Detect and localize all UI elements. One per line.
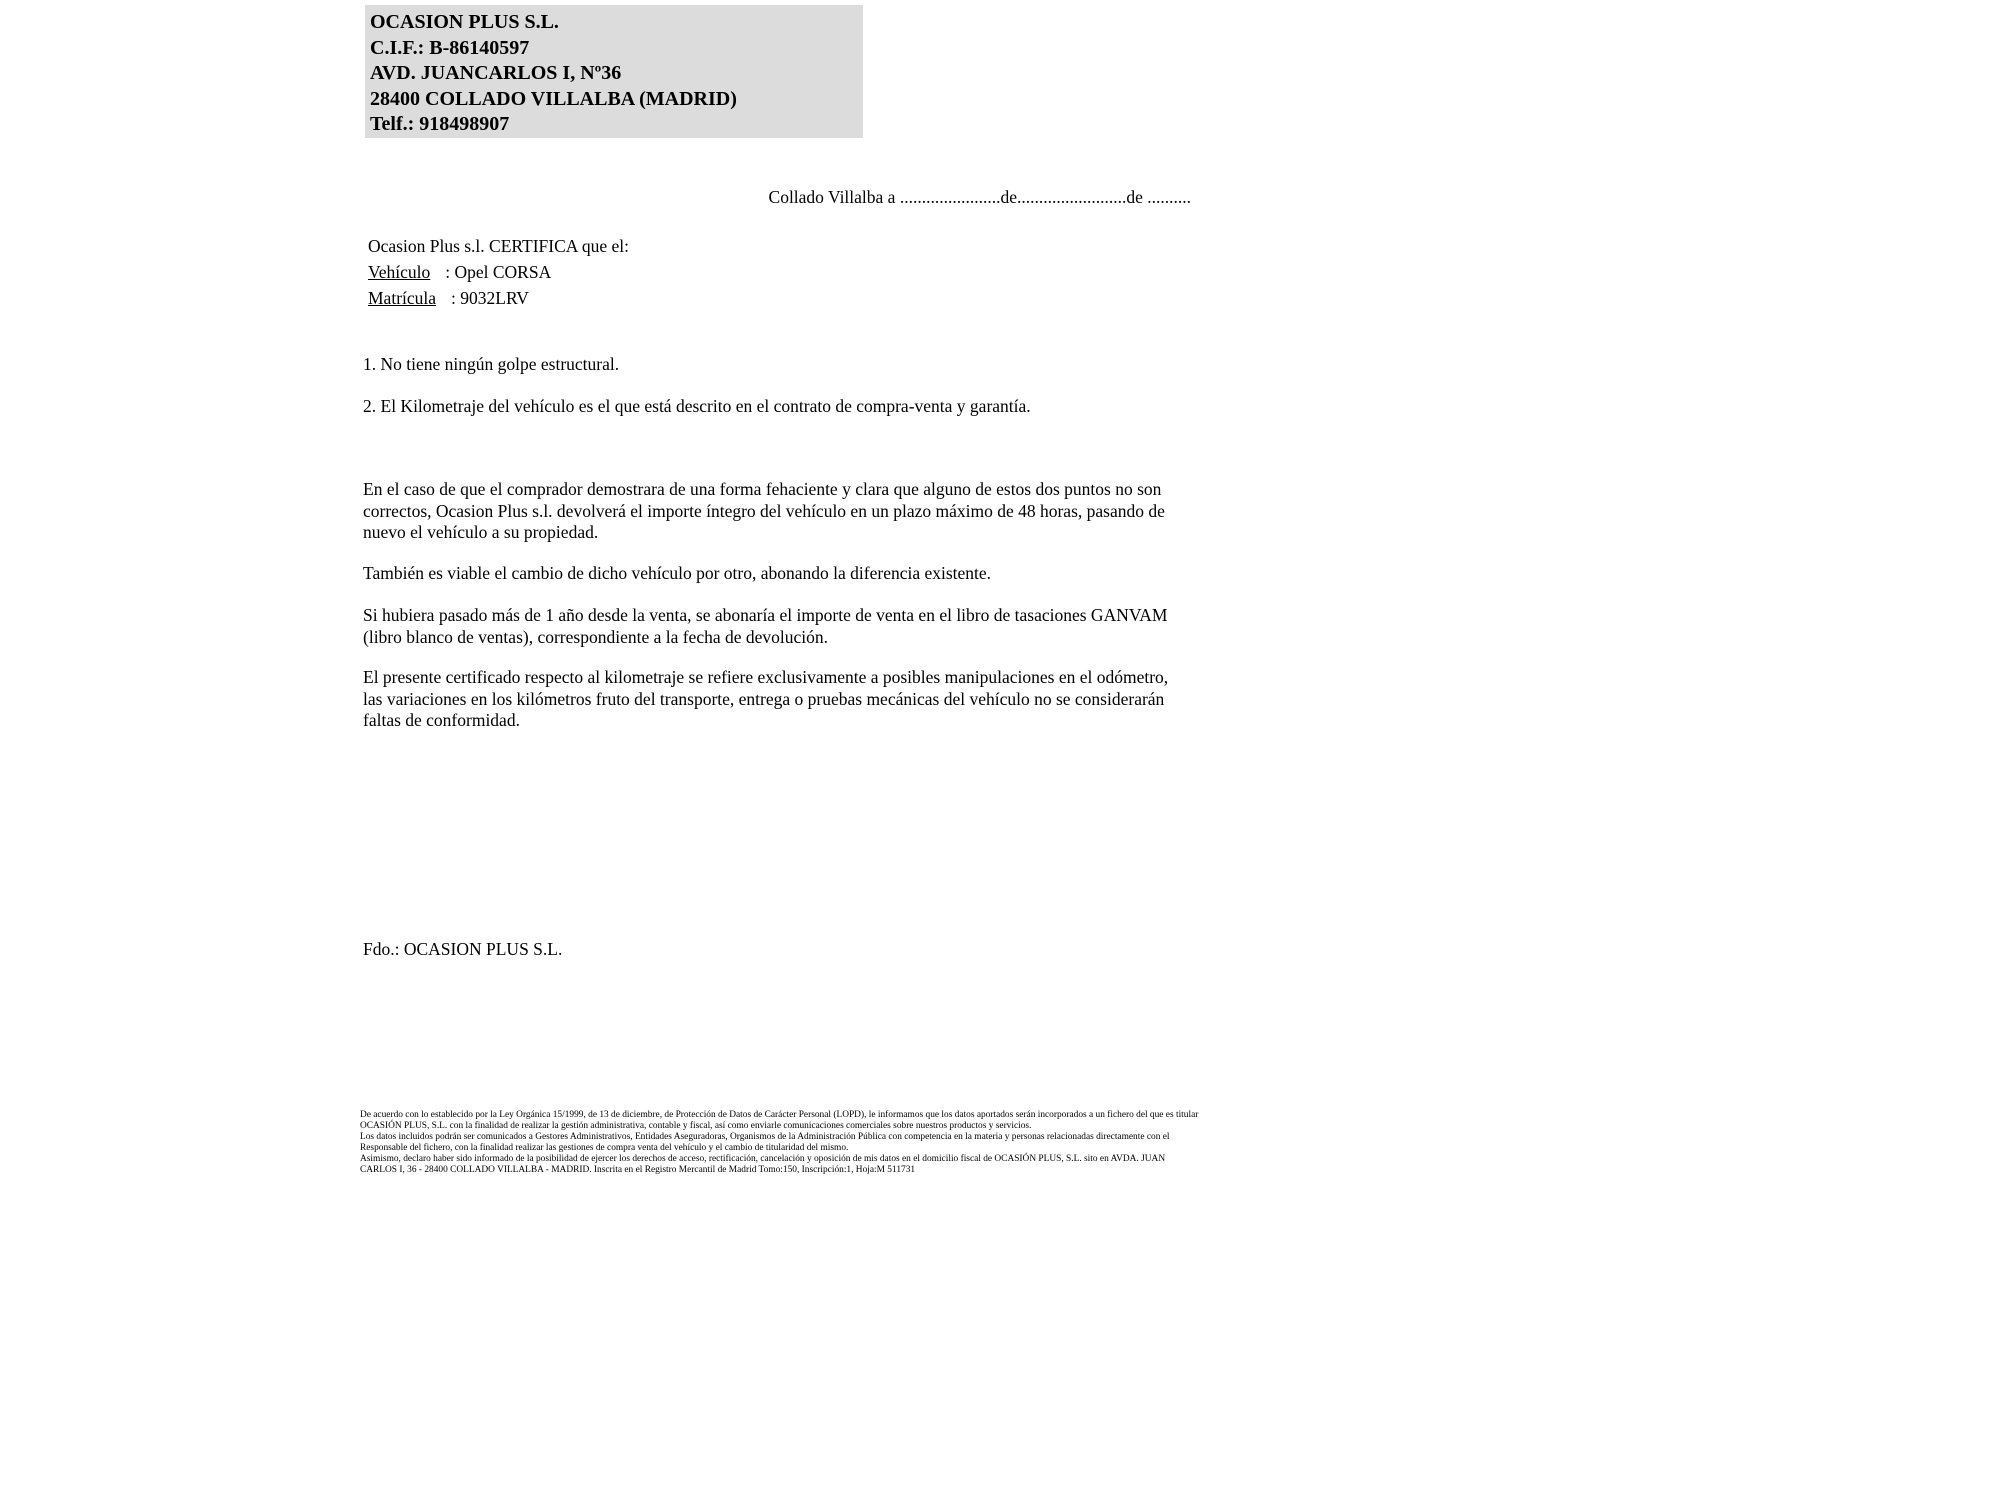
paragraph-exchange: También es viable el cambio de dicho vehículo por otro, abonando la diferencia existente. (363, 563, 992, 583)
footer-line: CARLOS I, 36 - 28400 COLLADO VILLALBA - MADRID. Inscrita en el Registro Mercantil de Madrid Tomo:150, Inscripción:1, Hoja:M 511731 (360, 1165, 916, 1175)
company-header-box (365, 5, 863, 138)
company-city: 28400 COLLADO VILLALBA (MADRID) (370, 87, 737, 110)
plate-value: : 9032LRV (451, 288, 529, 308)
paragraph-refund: En el caso de que el comprador demostrara de una forma fehaciente y clara que alguno de estos dos puntos no son correctos, Ocasion Plus s.l. devolverá el importe íntegro del vehículo en un plazo máximo de 48 horas, pasando de nuevo el vehículo a su propiedad. (363, 479, 1165, 542)
plate-row (368, 288, 529, 309)
point-1: 1. No tiene ningún golpe estructural. (363, 354, 620, 374)
company-cif: C.I.F.: B-86140597 (370, 36, 530, 59)
paragraph-ganvam: Si hubiera pasado más de 1 año desde la venta, se abonaría el importe de venta en el libro de tasaciones GANVAM (libro blanco de ventas), correspondiente a la fecha de devolución. (363, 605, 1168, 647)
vehicle-row (368, 262, 551, 283)
footer-line: Responsable del fichero, con la finalidad realizar las gestiones de compra venta del vehículo y el cambio de titularidad del mismo. (360, 1143, 849, 1153)
plate-label: Matrícula (368, 288, 437, 308)
paragraph-odometer: El presente certificado respecto al kilometraje se refiere exclusivamente a posibles manipulaciones en el odómetro, las variaciones en los kilómetros fruto del transporte, entrega o pruebas mecánicas del vehículo no se considerarán faltas de conformidad. (363, 667, 1169, 730)
footer-line: Los datos incluidos podrán ser comunicados a Gestores Administrativos, Entidades Aseguradoras, Organismos de la Administración Pública con competencia en la materia y personas relacionadas directamente con el (360, 1132, 1170, 1142)
signature-line: Fdo.: OCASION PLUS S.L. (363, 939, 563, 959)
legal-footer (360, 1110, 1220, 1176)
footer-line: OCASIÓN PLUS, S.L. con la finalidad de realizar la gestión administrativa, contable y fiscal, así como enviarle comunicaciones comerciales sobre nuestros productos y servicios. (360, 1121, 1032, 1131)
footer-line: Asimismo, declaro haber sido informado de la posibilidad de ejercer los derechos de acceso, rectificación, cancelación y oposición de mis datos en el domicilio fiscal de OCASIÓN PLUS, S.L. sito en AVDA. JUAN (360, 1154, 1166, 1164)
vehicle-value: : Opel CORSA (445, 262, 552, 282)
company-phone: Telf.: 918498907 (370, 113, 510, 135)
company-address: AVD. JUANCARLOS I, Nº36 (370, 62, 622, 84)
certify-intro: Ocasion Plus s.l. CERTIFICA que el: (368, 236, 629, 256)
footer-line: De acuerdo con lo establecido por la Ley Orgánica 15/1999, de 13 de diciembre, de Protección de Datos de Carácter Personal (LOPD), le informamos que los datos aportados serán incorporados a un fichero del que es titular (360, 1110, 1199, 1120)
company-name: OCASION PLUS S.L. (370, 11, 559, 33)
point-2: 2. El Kilometraje del vehículo es el que está descrito en el contrato de compra-venta y garantía. (363, 396, 1031, 416)
date-line: Collado Villalba a .......................de.........................de .......... (768, 187, 1191, 207)
vehicle-label: Vehículo (368, 262, 431, 282)
